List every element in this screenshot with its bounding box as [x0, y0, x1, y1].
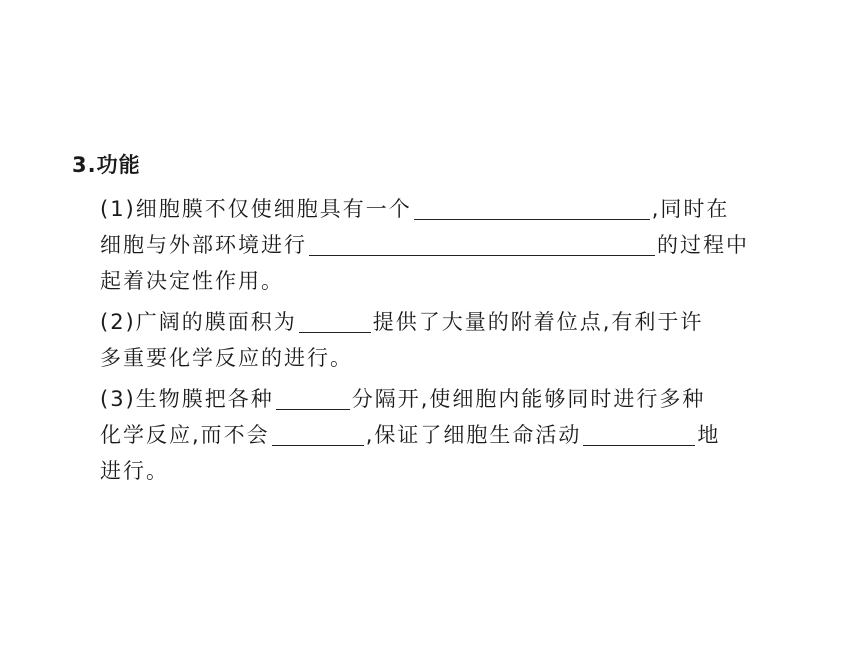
item1-text-c: 细胞与外部环境进行 [100, 233, 307, 257]
item3-text-d: ,保证了细胞生命活动 [365, 423, 582, 447]
item1-line2 [100, 230, 749, 260]
item2-text-a: (2)广阔的膜面积为 [100, 310, 297, 334]
item1-text-d: 的过程中 [657, 233, 749, 257]
fill-blank-6[interactable] [583, 444, 695, 446]
item1-line1 [100, 194, 729, 224]
section-heading: 3.功能 [72, 153, 141, 177]
item1-line3 [100, 266, 284, 296]
item3-text-f: 进行。 [100, 459, 169, 483]
item2-line1 [100, 307, 703, 337]
item3-text-e: 地 [697, 423, 721, 447]
item2-text-b: 提供了大量的附着位点,有利于许 [372, 310, 704, 334]
item3-text-a: (3)生物膜把各种 [100, 387, 274, 411]
fill-blank-2[interactable] [309, 254, 655, 256]
fill-blank-4[interactable] [276, 408, 350, 410]
item1-text-e: 起着决定性作用。 [100, 269, 284, 293]
item3-text-b: 分隔开,使细胞内能够同时进行多种 [351, 387, 706, 411]
item1-text-a: (1)细胞膜不仅使细胞具有一个 [100, 197, 412, 221]
item3-text-c: 化学反应,而不会 [100, 423, 270, 447]
item3-line2 [100, 420, 720, 450]
item2-line2 [100, 343, 353, 373]
item3-line3 [100, 456, 169, 486]
fill-blank-3[interactable] [299, 331, 371, 333]
item3-line1 [100, 384, 705, 414]
item2-text-c: 多重要化学反应的进行。 [100, 346, 353, 370]
fill-blank-5[interactable] [272, 444, 364, 446]
item1-text-b: ,同时在 [651, 197, 730, 221]
fill-blank-1[interactable] [414, 218, 650, 220]
